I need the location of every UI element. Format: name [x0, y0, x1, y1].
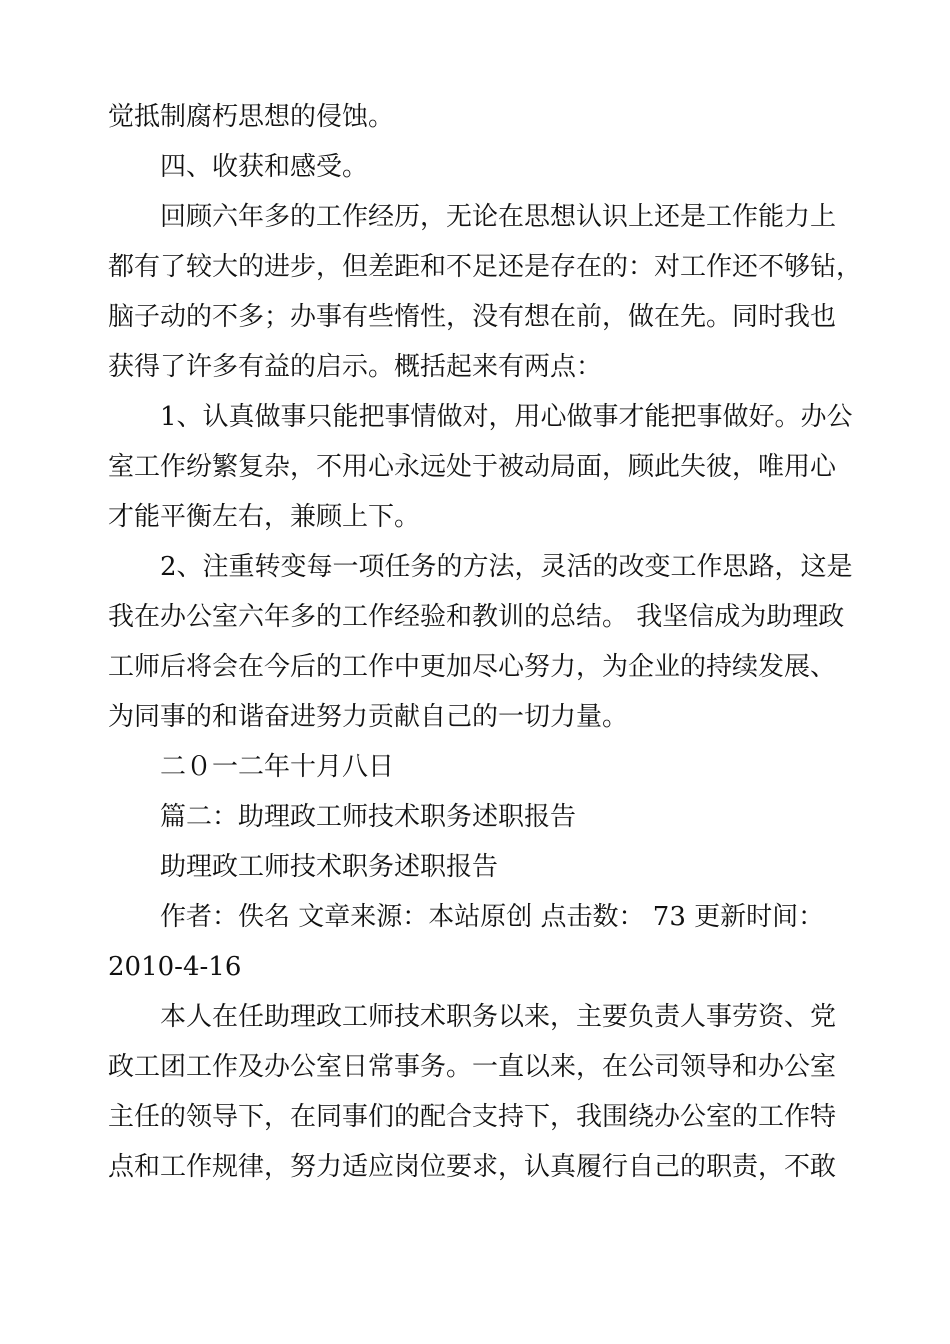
text-line: 主任的领导下，在同事们的配合支持下，我围绕办公室的工作特	[108, 1102, 837, 1132]
text-line: 脑子动的不多；办事有些惰性，没有想在前，做在先。同时我也	[108, 302, 837, 332]
report-title: 助理政工师技术职务述职报告	[160, 852, 499, 882]
section-title: 篇二：助理政工师技术职务述职报告	[160, 802, 577, 832]
text-line: 为同事的和谐奋进努力贡献自己的一切力量。	[108, 702, 629, 732]
text-line: 才能平衡左右，兼顾上下。	[108, 502, 421, 532]
text-line: 工师后将会在今后的工作中更加尽心努力，为企业的持续发展、	[108, 652, 837, 682]
text-line: 点和工作规律，努力适应岗位要求，认真履行自己的职责，不敢	[108, 1152, 837, 1182]
text-line: 室工作纷繁复杂，不用心永远处于被动局面，顾此失彼，唯用心	[108, 452, 837, 482]
text-line: 都有了较大的进步，但差距和不足还是存在的：对工作还不够钻，	[108, 252, 863, 282]
section-heading: 四、收获和感受。	[160, 152, 369, 182]
text-line: 政工团工作及办公室日常事务。一直以来，在公司领导和办公室	[108, 1052, 837, 1082]
text-line: 我在办公室六年多的工作经验和教训的总结。 我坚信成为助理政	[108, 602, 845, 632]
text-line: 2、注重转变每一项任务的方法，灵活的改变工作思路，这是	[160, 552, 853, 582]
date-line: 二０一二年十月八日	[160, 752, 395, 782]
article-date: 2010-4-16	[108, 952, 242, 982]
text-line: 回顾六年多的工作经历，无论在思想认识上还是工作能力上	[160, 202, 837, 232]
text-line: 本人在任助理政工师技术职务以来，主要负责人事劳资、党	[160, 1002, 837, 1032]
text-line: 觉抵制腐朽思想的侵蚀。	[108, 102, 395, 132]
text-line: 1、认真做事只能把事情做对，用心做事才能把事做好。办公	[160, 402, 853, 432]
text-line: 获得了许多有益的启示。概括起来有两点：	[108, 352, 603, 382]
article-meta: 作者：佚名 文章来源：本站原创 点击数： 73 更新时间：	[160, 902, 825, 932]
